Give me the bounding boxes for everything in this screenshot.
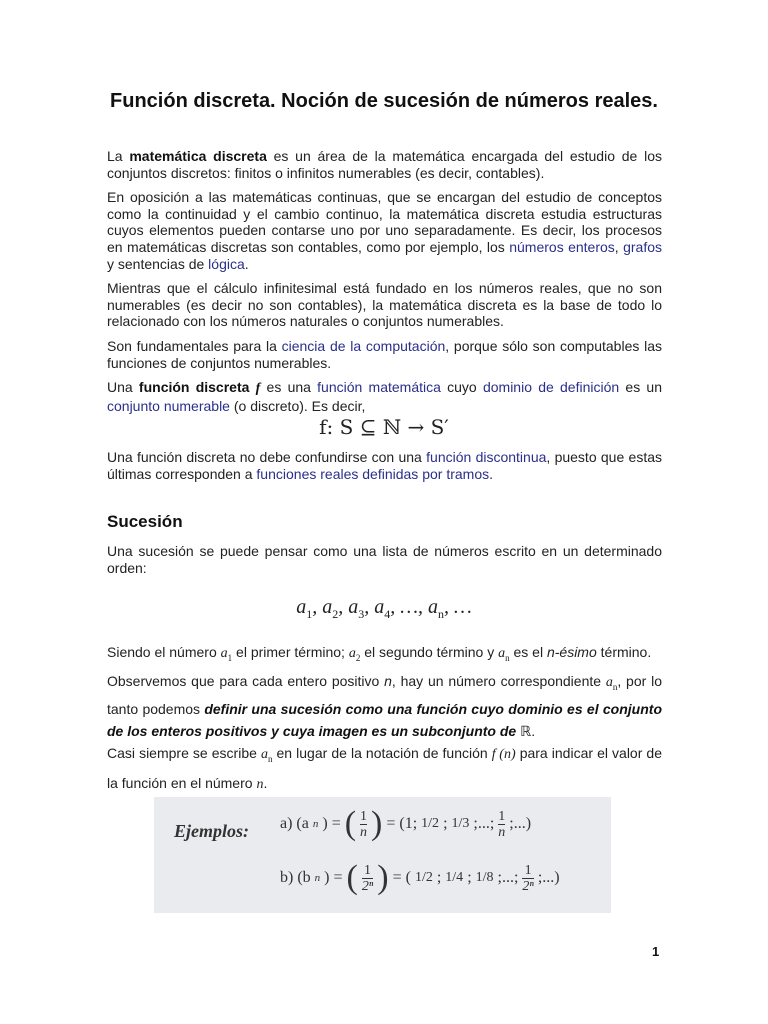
term-discrete-function: función discreta bbox=[138, 379, 250, 396]
paragraph-terms: Siendo el número $a_1$ el primer término; $a_2$ el segundo término y $a_n$ es el n-ésimo término. bbox=[107, 644, 652, 663]
paragraph-sequence-intro: Una sucesión se puede pensar como una lista de números escrito en un determinado orden: bbox=[107, 543, 662, 576]
sequence-definition: definir una sucesión como una función cuyo dominio es el conjunto de los enteros positivos y cuya imagen es un subconjunto de bbox=[107, 700, 662, 739]
paragraph-notation: Casi siempre se escribe $a_n$ en lugar de la notación de función f (n) para indicar el valor de la función en el número n. bbox=[107, 745, 663, 792]
paragraph-discrete-math: La matemática discreta es un área de la matemática encargada del estudio de los conjuntos discretos: finitos o infinitos numerables (es decir, contables). bbox=[107, 148, 662, 181]
paragraph-calculus: Mientras que el cálculo infinitesimal está fundado en los números reales, que no son numerables (es decir no son contables), la matemática discreta es la base de todo lo relacionado con los números naturales o conjuntos numerables. bbox=[107, 280, 662, 330]
reals-symbol: ℝ bbox=[520, 724, 532, 740]
link-piecewise-functions[interactable]: funciones reales definidas por tramos bbox=[256, 465, 490, 482]
link-graphs[interactable]: grafos bbox=[623, 238, 663, 255]
function-variable: f bbox=[255, 381, 261, 397]
link-discontinuous-function[interactable]: función discontinua bbox=[426, 449, 547, 465]
paragraph-computing: Son fundamentales para la ciencia de la computación, porque sólo son computables las funciones de conjuntos numerables. bbox=[107, 337, 662, 371]
example-b: b) (b n ) = ( $\frac{1}{\text{2ⁿ}}$ ) = ( 1/2 ; 1/4 ; 1/8 ;...; $\frac{1}{\text{2ⁿ}}$ ;...) bbox=[280, 859, 560, 896]
paragraph-continuous-vs-discrete: En oposición a las matemáticas continuas, que se encargan del estudio de conceptos como la continuidad y el cambio continuo, la matemática discreta estudia estructuras cuyos elementos pueden contarse uno por uno separadamente. Es decir, los procesos en matemáticas discretas son contables, como por ejemplo, los números enteros, grafos y sentencias de lógica. bbox=[107, 189, 663, 272]
body-text-5 bbox=[107, 741, 662, 797]
examples-label: Ejemplos: bbox=[174, 821, 249, 841]
body-text-2 bbox=[107, 449, 662, 482]
link-countable-set[interactable]: conjunto numerable bbox=[107, 397, 230, 414]
page-number: 1 bbox=[652, 944, 660, 959]
link-math-function[interactable]: función matemática bbox=[317, 379, 441, 396]
paragraph-definition: Observemos que para cada entero positivo n, hay un número correspondiente $a_n$, por lo tanto podemos definir una sucesión como una función cuyo dominio es el conjunto de los enteros positivos y cuya imagen es un subconjunto de ℝ. bbox=[107, 672, 662, 740]
formula-discrete-function: f: S ⊆ ℕ → S′ bbox=[319, 415, 449, 439]
term-discrete-math: matemática discreta bbox=[129, 148, 267, 164]
page-title: Función discreta. Noción de sucesión de números reales. bbox=[110, 90, 658, 112]
link-computer-science[interactable]: ciencia de la computación bbox=[281, 337, 446, 354]
section-heading-sucesion: Sucesión bbox=[107, 512, 183, 531]
link-logic[interactable]: lógica bbox=[208, 255, 245, 272]
formula-sequence: $a_1$, $a_2$, $a_3$, $a_4$, …, $a_n$, … bbox=[296, 596, 472, 621]
example-a: a) (a n ) = ( $\frac{1}{n}$ ) = (1; 1/2 ; 1/3 ;...; $\frac{1}{n}$ ;...) bbox=[280, 805, 532, 842]
body-text-4 bbox=[107, 640, 662, 744]
link-domain[interactable]: dominio de definición bbox=[482, 379, 620, 396]
link-integers[interactable]: números enteros bbox=[509, 238, 615, 255]
body-text bbox=[107, 148, 662, 414]
paragraph-discrete-function: Una función discreta f es una función matemática cuyo dominio de definición es un conjunto numerable (o discreto). Es decir, bbox=[107, 379, 662, 414]
examples-figure bbox=[154, 797, 611, 913]
paragraph-discontinuous: Una función discreta no debe confundirse con una función discontinua, puesto que estas últimas corresponden a funciones reales definidas por tramos. bbox=[107, 449, 662, 482]
body-text-3 bbox=[107, 543, 662, 576]
